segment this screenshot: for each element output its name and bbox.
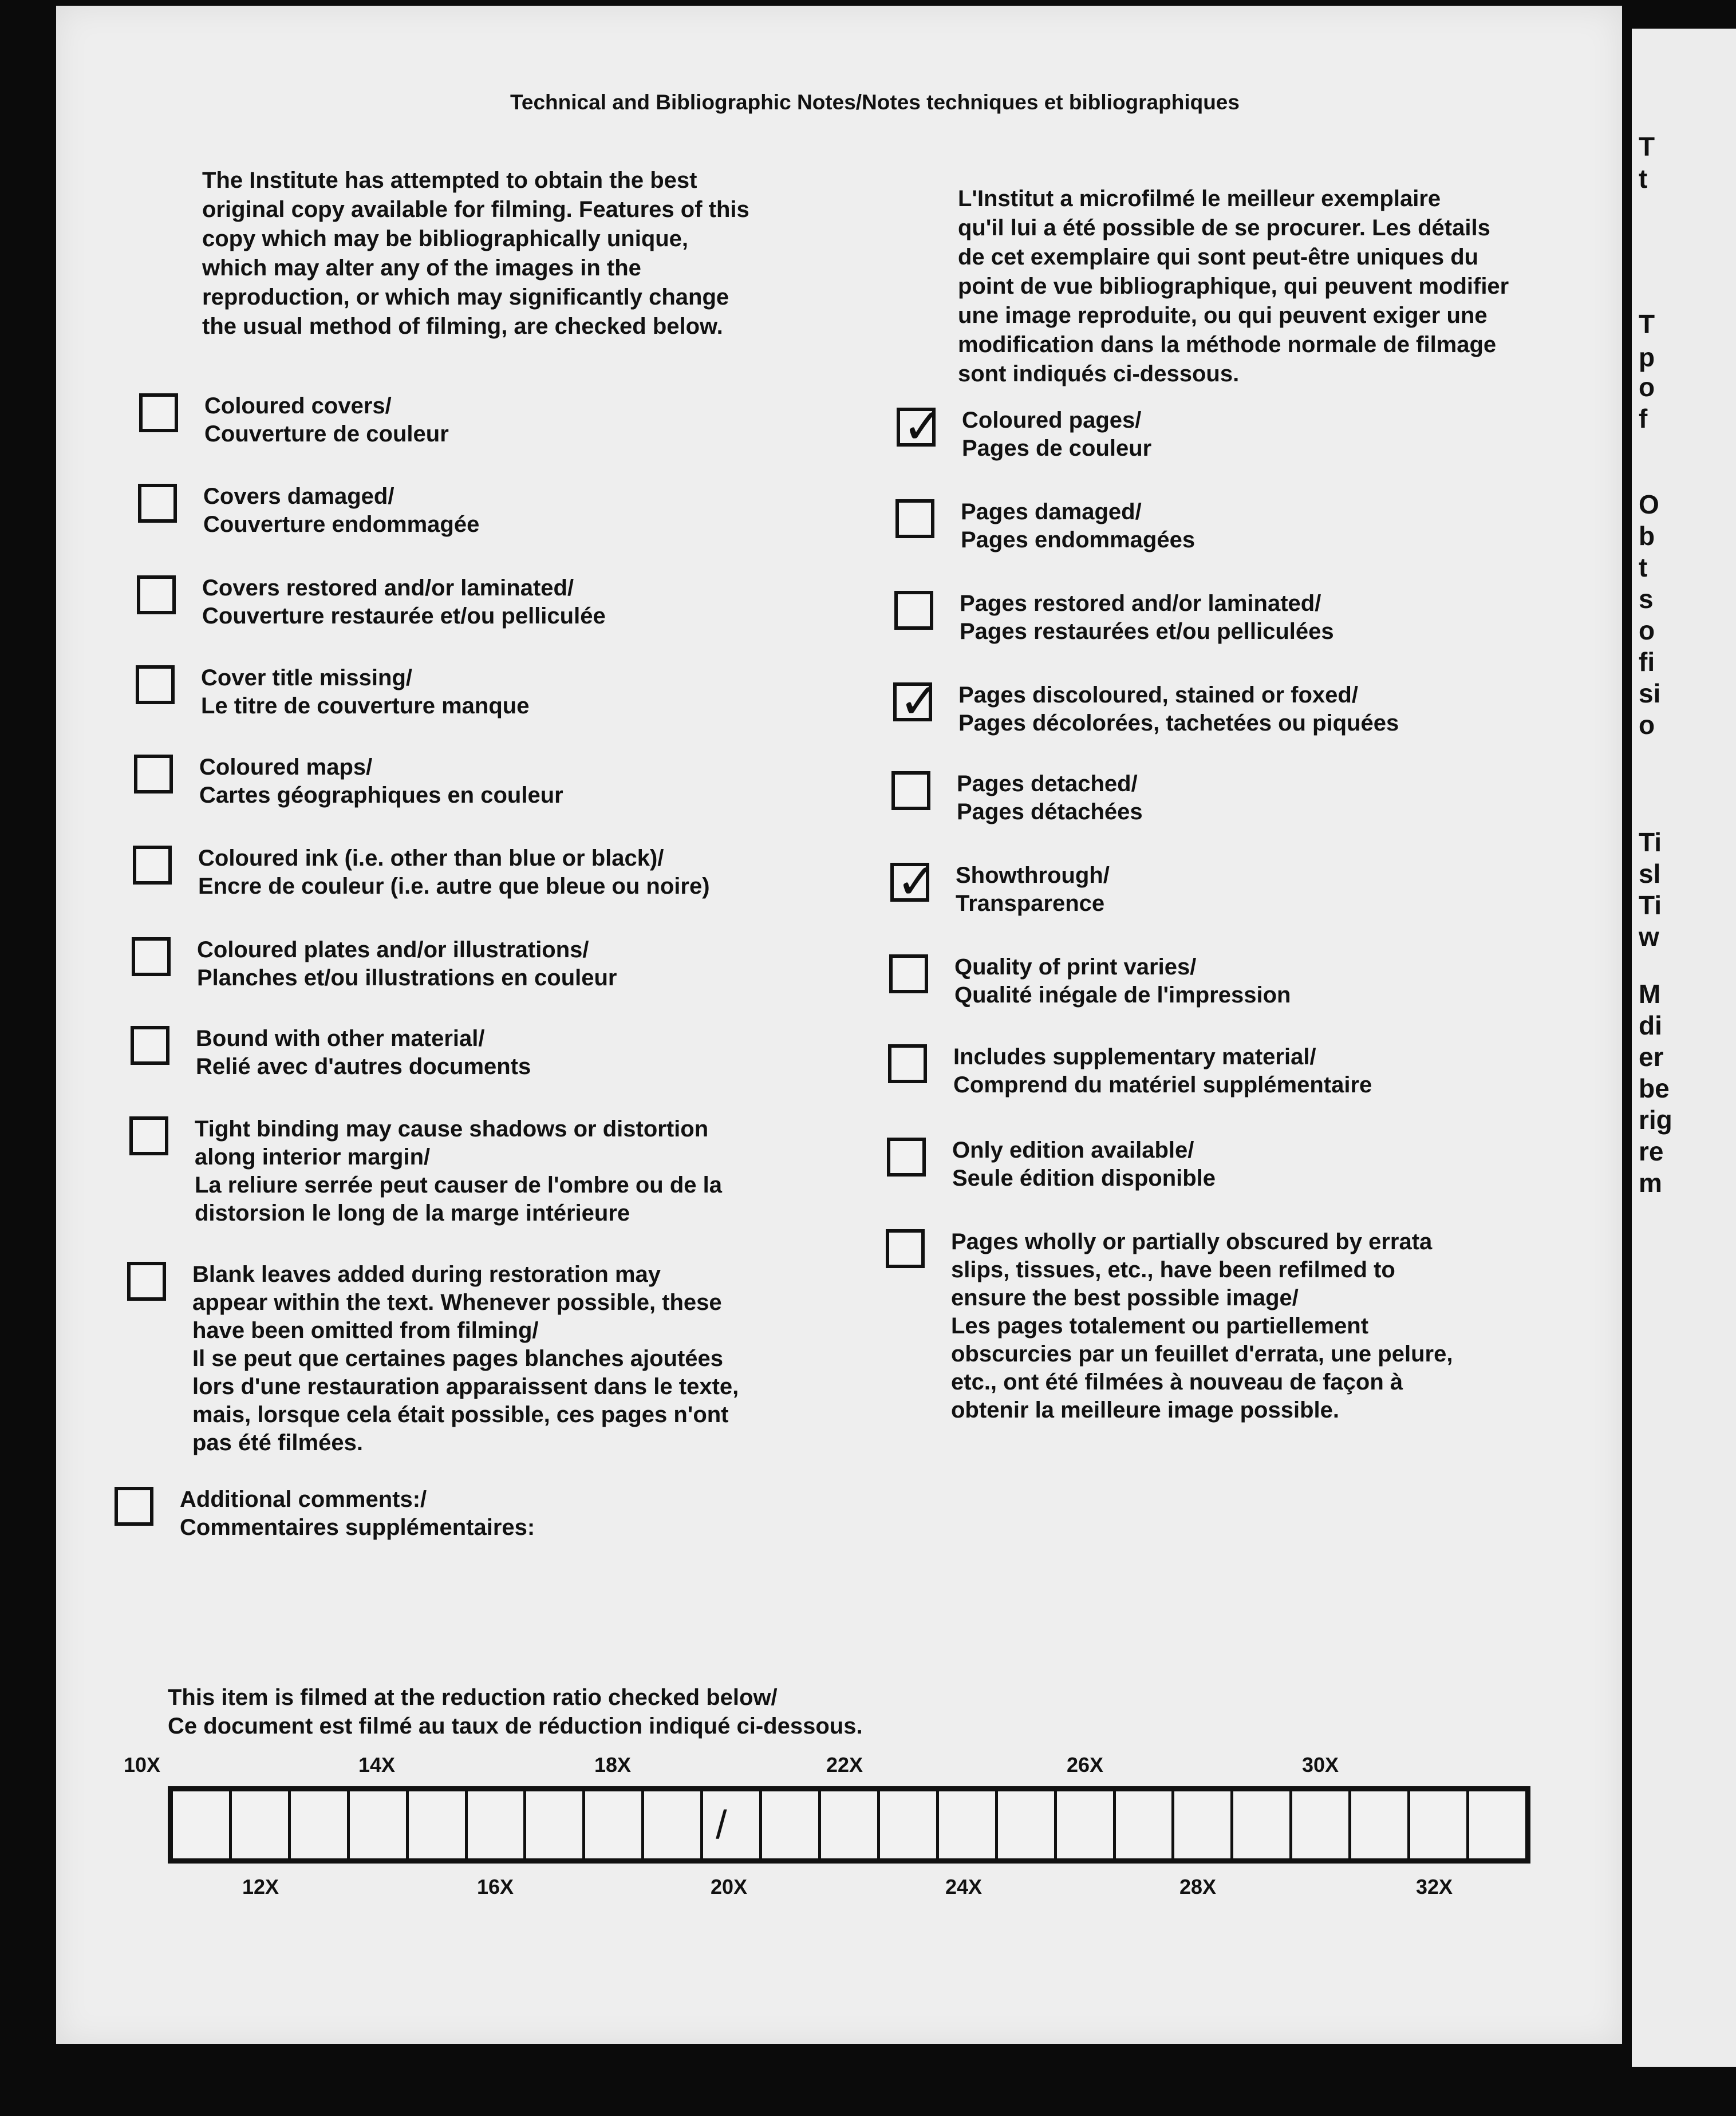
- option-label-line: Showthrough/: [956, 863, 1110, 888]
- option-label-line: Pages damaged/: [961, 499, 1142, 524]
- intro-line: qu'il lui a été possible de se procurer. Les détails: [958, 215, 1490, 240]
- reduction-ratio-bar: [168, 1786, 1530, 1864]
- check-mark-icon: ✓: [899, 673, 941, 730]
- adjacent-page-text-fragment: er: [1639, 1042, 1664, 1072]
- intro-line: point de vue bibliographique, qui peuvent modifier: [958, 274, 1509, 299]
- intro-line: copy which may be bibliographically unique,: [202, 226, 689, 251]
- checkbox[interactable]: [139, 393, 178, 432]
- adjacent-page-text-fragment: w: [1639, 922, 1659, 952]
- checkbox[interactable]: [889, 954, 928, 993]
- checkbox[interactable]: [129, 1116, 168, 1155]
- checkbox-option: [887, 1136, 1216, 1193]
- checkbox-option: [888, 1043, 1372, 1099]
- option-label: [201, 664, 529, 720]
- checkbox[interactable]: [888, 1044, 927, 1083]
- checkbox-option: [889, 953, 1291, 1009]
- option-label-line: Cartes géographiques en couleur: [199, 783, 563, 808]
- option-label-line: Qualité inégale de l'impression: [954, 982, 1291, 1008]
- ratio-cell[interactable]: [585, 1791, 644, 1858]
- checkbox-option: [136, 664, 529, 720]
- adjacent-page-text-fragment: f: [1639, 404, 1648, 433]
- option-label: [204, 392, 449, 448]
- option-label-line: ensure the best possible image/: [951, 1285, 1299, 1310]
- option-label-line: Bound with other material/: [196, 1026, 485, 1051]
- adjacent-page-text-fragment: T: [1639, 309, 1655, 339]
- checkbox[interactable]: [887, 1138, 926, 1177]
- option-label-line: Quality of print varies/: [954, 954, 1197, 980]
- adjacent-page-text-fragment: M: [1639, 979, 1661, 1009]
- ratio-tick-label: 16X: [477, 1875, 514, 1898]
- page-title: Technical and Bibliographic Notes/Notes techniques et bibliographiques: [510, 90, 1240, 114]
- option-label-line: Le titre de couverture manque: [201, 693, 530, 719]
- checkbox-option: [138, 483, 479, 539]
- option-label-line: Encre de couleur (i.e. autre que bleue ou noire): [198, 874, 710, 899]
- ratio-cell[interactable]: [173, 1791, 232, 1858]
- ratio-cell[interactable]: [350, 1791, 409, 1858]
- adjacent-page-text-fragment: t: [1639, 164, 1648, 194]
- adjacent-page-text-fragment: m: [1639, 1168, 1662, 1198]
- option-label-line: obscurcies par un feuillet d'errata, une pelure,: [951, 1341, 1453, 1367]
- option-label: [957, 770, 1143, 826]
- check-mark-icon: ✓: [902, 398, 944, 455]
- ratio-tick-label: 14X: [358, 1753, 396, 1777]
- option-label-line: Includes supplementary material/: [953, 1044, 1316, 1069]
- adjacent-page-text-fragment: s: [1639, 584, 1654, 614]
- ratio-label-french: Ce document est filmé au taux de réduction indiqué ci-dessous.: [168, 1714, 863, 1739]
- checkbox-option: [133, 844, 710, 901]
- checkbox-option: [139, 392, 449, 448]
- option-label: [180, 1486, 535, 1542]
- option-label: [954, 953, 1291, 1009]
- ratio-cell[interactable]: [703, 1791, 762, 1858]
- option-label-line: Pages discoloured, stained or foxed/: [958, 682, 1358, 708]
- option-label: [199, 753, 563, 810]
- adjacent-page-text-fragment: t: [1639, 552, 1648, 582]
- option-label-line: Pages de couleur: [962, 436, 1152, 461]
- option-label: [958, 681, 1399, 737]
- ratio-cell[interactable]: [1174, 1791, 1233, 1858]
- checkbox-option: [893, 673, 1399, 737]
- option-label-line: Coloured plates and/or illustrations/: [197, 937, 589, 962]
- ratio-tick-label: 10X: [124, 1753, 161, 1777]
- ratio-cell[interactable]: [821, 1791, 880, 1858]
- adjacent-page-text-fragment: p: [1639, 342, 1655, 372]
- checkbox-option: [129, 1115, 722, 1227]
- option-label-line: Tight binding may cause shadows or distortion: [195, 1116, 709, 1142]
- option-label-line: etc., ont été filmées à nouveau de façon à: [951, 1369, 1403, 1395]
- adjacent-page-text-fragment: be: [1639, 1073, 1670, 1103]
- adjacent-page-text-fragment: re: [1639, 1136, 1664, 1166]
- option-label-line: Relié avec d'autres documents: [196, 1054, 531, 1079]
- adjacent-page-text-fragment: b: [1639, 521, 1655, 551]
- ratio-tick-label: 28X: [1179, 1875, 1217, 1898]
- option-label-line: Transparence: [956, 891, 1105, 916]
- option-label-line: Coloured covers/: [204, 393, 392, 419]
- intro-line: reproduction, or which may significantly change: [202, 285, 729, 310]
- option-label: [956, 862, 1110, 918]
- adjacent-page-text-fragment: di: [1639, 1010, 1662, 1040]
- option-label: [203, 483, 479, 539]
- checkbox[interactable]: [893, 673, 941, 730]
- option-label-line: Commentaires supplémentaires:: [180, 1515, 535, 1540]
- option-label-line: along interior margin/: [195, 1144, 431, 1170]
- ratio-cell[interactable]: [1351, 1791, 1410, 1858]
- intro-english: [202, 166, 749, 341]
- checkbox[interactable]: [897, 398, 944, 455]
- ratio-tick-label: 24X: [945, 1875, 983, 1898]
- option-label-line: Additional comments:/: [180, 1487, 427, 1512]
- option-label-line: Comprend du matériel supplémentaire: [953, 1072, 1372, 1098]
- checkbox-option: [890, 853, 1110, 918]
- ratio-label-english: This item is filmed at the reduction ratio checked below/: [168, 1685, 778, 1710]
- option-label-line: Coloured pages/: [962, 408, 1142, 433]
- checkbox[interactable]: [891, 771, 930, 810]
- option-label-line: Coloured ink (i.e. other than blue or black)/: [198, 846, 664, 871]
- option-label-line: lors d'une restauration apparaissent dans le texte,: [192, 1374, 739, 1399]
- checkbox[interactable]: [134, 755, 173, 794]
- adjacent-page-text-fragment: o: [1639, 372, 1655, 402]
- option-label: [961, 498, 1195, 554]
- ratio-tick-label: 20X: [711, 1875, 748, 1898]
- checkbox-option: [895, 498, 1195, 554]
- option-label-line: Pages restaurées et/ou pelliculées: [960, 619, 1334, 644]
- option-label-line: Coloured maps/: [199, 755, 373, 780]
- option-label-line: Pages décolorées, tachetées ou piquées: [958, 710, 1399, 736]
- option-label-line: have been omitted from filming/: [192, 1318, 539, 1343]
- ratio-tick-label: 32X: [1416, 1875, 1453, 1898]
- checkbox[interactable]: [895, 499, 934, 538]
- adjacent-page-text-fragment: o: [1639, 710, 1655, 740]
- checkbox[interactable]: [138, 484, 177, 523]
- option-label: [197, 936, 617, 992]
- checkbox-option: [886, 1228, 1453, 1424]
- option-label: [196, 1025, 531, 1081]
- intro-line: une image reproduite, ou qui peuvent exiger une: [958, 303, 1488, 328]
- adjacent-page-text-fragment: T: [1639, 132, 1655, 161]
- intro-french: [958, 184, 1509, 389]
- intro-line: sont indiqués ci-dessous.: [958, 361, 1240, 386]
- checkbox[interactable]: [136, 665, 175, 704]
- adjacent-page-text-fragment: rig: [1639, 1105, 1672, 1135]
- intro-line: the usual method of filming, are checked below.: [202, 314, 723, 339]
- ratio-cell[interactable]: [939, 1791, 998, 1858]
- check-mark-icon: ✓: [896, 853, 938, 910]
- ratio-cell[interactable]: [644, 1791, 703, 1858]
- ratio-tick-label: 18X: [594, 1753, 632, 1777]
- checkbox[interactable]: [133, 846, 172, 885]
- option-label-line: Couverture de couleur: [204, 421, 449, 447]
- adjacent-page-edge: [1632, 29, 1736, 2067]
- checkbox-option: [137, 574, 606, 630]
- intro-line: The Institute has attempted to obtain the best: [202, 168, 697, 193]
- ratio-cell[interactable]: [232, 1791, 291, 1858]
- option-label-line: La reliure serrée peut causer de l'ombre ou de la: [195, 1173, 722, 1198]
- option-label-line: Blank leaves added during restoration may: [192, 1262, 661, 1287]
- ratio-cell[interactable]: [1233, 1791, 1292, 1858]
- checkbox-option: [891, 770, 1143, 826]
- adjacent-page-text-fragment: Ti: [1639, 827, 1662, 857]
- ratio-cell[interactable]: [468, 1791, 527, 1858]
- intro-line: original copy available for filming. Features of this: [202, 197, 749, 222]
- ratio-tick-label: 12X: [242, 1875, 279, 1898]
- ratio-cell[interactable]: [1469, 1791, 1525, 1858]
- checkbox[interactable]: [890, 853, 938, 910]
- ratio-cell[interactable]: [526, 1791, 585, 1858]
- option-label-line: Les pages totalement ou partiellement: [951, 1313, 1369, 1339]
- checkbox[interactable]: [115, 1487, 153, 1526]
- option-label-line: Couverture endommagée: [203, 512, 480, 537]
- adjacent-page-text-fragment: fi: [1639, 647, 1655, 677]
- ratio-cell[interactable]: [291, 1791, 350, 1858]
- option-label-line: Covers restored and/or laminated/: [202, 575, 574, 601]
- checkbox[interactable]: [886, 1229, 925, 1268]
- option-label-line: Pages détachées: [957, 799, 1143, 824]
- option-label: [962, 406, 1151, 463]
- adjacent-page-text-fragment: sl: [1639, 859, 1661, 889]
- intro-line: which may alter any of the images in the: [202, 255, 641, 281]
- intro-line: L'Institut a microfilmé le meilleur exemplaire: [958, 186, 1441, 211]
- checkbox[interactable]: [132, 937, 171, 976]
- adjacent-page-text-fragment: Ti: [1639, 890, 1662, 920]
- option-label: [951, 1228, 1453, 1424]
- option-label-line: appear within the text. Whenever possible, these: [192, 1290, 722, 1315]
- ratio-cell[interactable]: [1292, 1791, 1351, 1858]
- option-label-line: pas été filmées.: [192, 1430, 363, 1455]
- option-label-line: Couverture restaurée et/ou pelliculée: [202, 603, 606, 629]
- checkbox-option: [131, 1025, 531, 1081]
- checkbox-option: [134, 753, 563, 810]
- checkbox[interactable]: [127, 1262, 166, 1301]
- option-label-line: Il se peut que certaines pages blanches ajoutées: [192, 1346, 724, 1371]
- checkbox[interactable]: [894, 591, 933, 630]
- option-label-line: Covers damaged/: [203, 484, 394, 509]
- adjacent-page-text-fragment: O: [1639, 489, 1659, 519]
- option-label: [953, 1043, 1372, 1099]
- option-label-line: mais, lorsque cela était possible, ces pages n'ont: [192, 1402, 729, 1427]
- ratio-cell[interactable]: [1057, 1791, 1116, 1858]
- option-label-line: slips, tissues, etc., have been refilmed to: [951, 1257, 1395, 1282]
- reduction-ratio-label: [168, 1683, 863, 1740]
- checkbox-option: [897, 398, 1152, 463]
- checkbox-option: [132, 936, 617, 992]
- ratio-cell[interactable]: [409, 1791, 468, 1858]
- option-label: [192, 1261, 739, 1457]
- adjacent-page-text-fragment: si: [1639, 678, 1661, 708]
- ratio-cell[interactable]: [880, 1791, 939, 1858]
- option-label-line: distorsion le long de la marge intérieure: [195, 1201, 630, 1226]
- intro-line: de cet exemplaire qui sont peut-être uniques du: [958, 244, 1479, 270]
- intro-line: modification dans la méthode normale de filmage: [958, 332, 1497, 357]
- checkbox[interactable]: [137, 575, 176, 614]
- option-label-line: Pages endommagées: [961, 527, 1196, 552]
- ratio-cell[interactable]: [1116, 1791, 1175, 1858]
- ratio-tick-label: 26X: [1067, 1753, 1104, 1777]
- option-label: [952, 1136, 1216, 1193]
- option-label: [198, 844, 710, 901]
- option-label-line: Seule édition disponible: [952, 1166, 1216, 1191]
- option-label-line: obtenir la meilleure image possible.: [951, 1397, 1339, 1423]
- ratio-cell[interactable]: [762, 1791, 821, 1858]
- option-label-line: Cover title missing/: [201, 665, 412, 690]
- checkbox-option: [127, 1261, 739, 1457]
- option-label-line: Pages detached/: [957, 771, 1138, 796]
- option-label-line: Pages restored and/or laminated/: [960, 591, 1321, 616]
- checkbox-option: [115, 1486, 535, 1542]
- checkbox-option: [894, 590, 1334, 646]
- adjacent-page-text-fragment: o: [1639, 615, 1655, 645]
- option-label: [202, 574, 606, 630]
- document-sheet: [56, 6, 1622, 2044]
- ratio-tick-label: 30X: [1302, 1753, 1339, 1777]
- option-label-line: Only edition available/: [952, 1138, 1194, 1163]
- ratio-tick-label: 22X: [826, 1753, 863, 1777]
- option-label: [195, 1115, 722, 1227]
- option-label-line: Planches et/ou illustrations en couleur: [197, 965, 617, 990]
- ratio-cell[interactable]: [1410, 1791, 1469, 1858]
- option-label: [960, 590, 1334, 646]
- ratio-cell[interactable]: [998, 1791, 1057, 1858]
- option-label-line: Pages wholly or partially obscured by errata: [951, 1229, 1433, 1254]
- ratio-check-mark: /: [716, 1802, 727, 1847]
- checkbox[interactable]: [131, 1026, 169, 1065]
